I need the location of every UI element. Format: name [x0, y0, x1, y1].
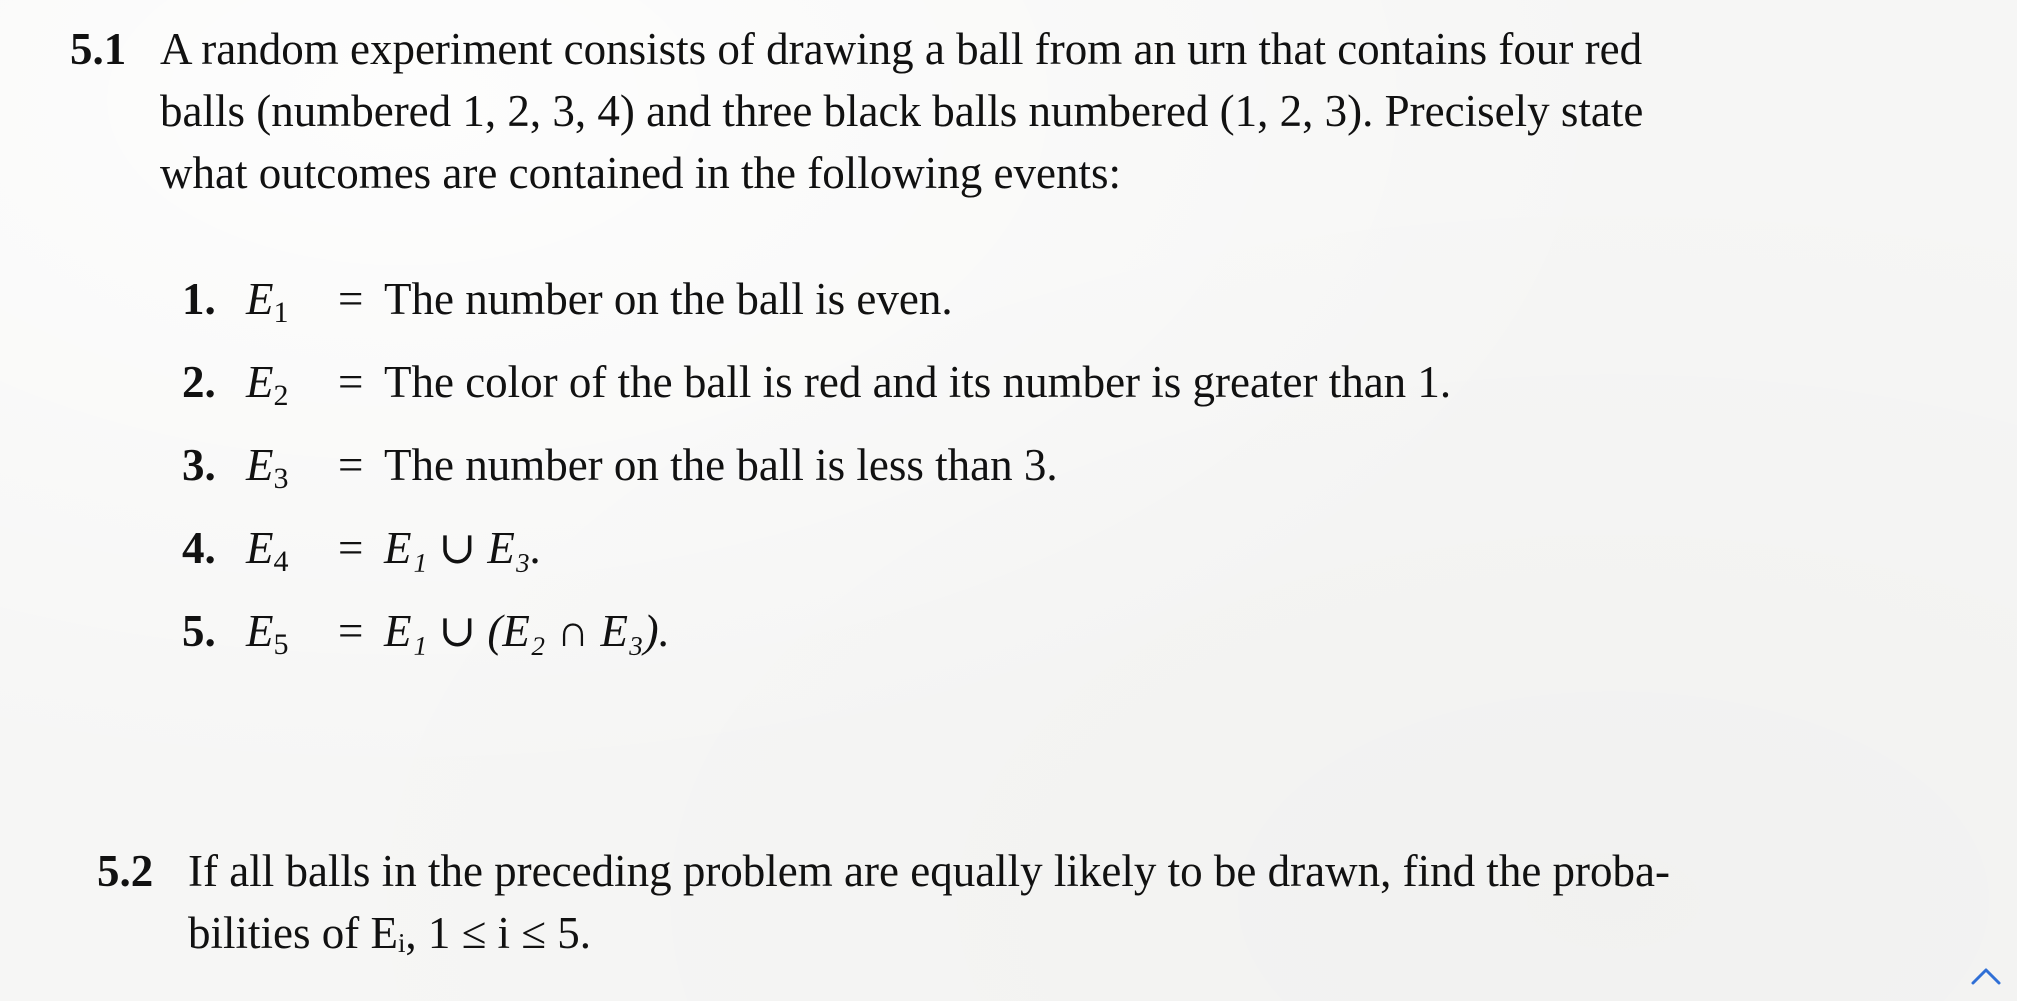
event-item: [182, 434, 1058, 496]
item-number: 4.: [182, 523, 216, 573]
event-letter: E: [246, 440, 274, 490]
equals-sign: =: [338, 274, 364, 324]
item-number: 5.: [182, 606, 216, 656]
problem-number: 5.2: [97, 846, 154, 896]
event-letter: E: [246, 606, 274, 656]
event-symbol: [246, 434, 338, 496]
event-item: [182, 351, 1451, 413]
event-letter: E: [246, 357, 274, 407]
item-number: 3.: [182, 440, 216, 490]
equals-sign: =: [338, 357, 364, 407]
event-symbol: [246, 517, 338, 579]
event-expression: E₁ ∪ E₃.: [384, 523, 542, 573]
problem-text: [160, 18, 1920, 204]
event-subscript: 4: [273, 545, 289, 578]
equals-sign: =: [338, 606, 364, 656]
text-line: balls (numbered 1, 2, 3, 4) and three black balls numbered (1, 2, 3). Precisely state: [160, 86, 1644, 136]
event-subscript: 2: [273, 379, 289, 412]
equals-sign: =: [338, 440, 364, 490]
event-item: [182, 268, 953, 330]
event-description: The number on the ball is less than 3.: [384, 440, 1058, 490]
text-line: bilities of Eᵢ, 1 ≤ i ≤ 5.: [188, 908, 591, 958]
event-symbol: [246, 268, 338, 330]
event-subscript: 1: [273, 296, 289, 329]
problem-number: 5.1: [70, 24, 127, 74]
chevron-up-icon[interactable]: [1969, 963, 2003, 987]
event-description: The color of the ball is red and its number is greater than 1.: [384, 357, 1452, 407]
item-number: 1.: [182, 274, 216, 324]
text-line: what outcomes are contained in the following events:: [160, 148, 1121, 198]
event-letter: E: [246, 274, 274, 324]
event-letter: E: [246, 523, 274, 573]
text-line: If all balls in the preceding problem are equally likely to be drawn, find the proba-: [188, 846, 1670, 896]
item-number: 2.: [182, 357, 216, 407]
text-line: A random experiment consists of drawing a ball from an urn that contains four red: [160, 24, 1643, 74]
event-description: The number on the ball is even.: [384, 274, 953, 324]
event-item: [182, 517, 542, 579]
equals-sign: =: [338, 523, 364, 573]
event-symbol: [246, 351, 338, 413]
chevron-up-glyph: [1969, 963, 2003, 987]
event-symbol: [246, 600, 338, 662]
event-item: [182, 600, 670, 662]
event-subscript: 3: [273, 462, 289, 495]
event-subscript: 5: [273, 628, 289, 661]
event-expression: E₁ ∪ (E₂ ∩ E₃).: [384, 606, 670, 656]
problem-text: [188, 840, 1948, 964]
